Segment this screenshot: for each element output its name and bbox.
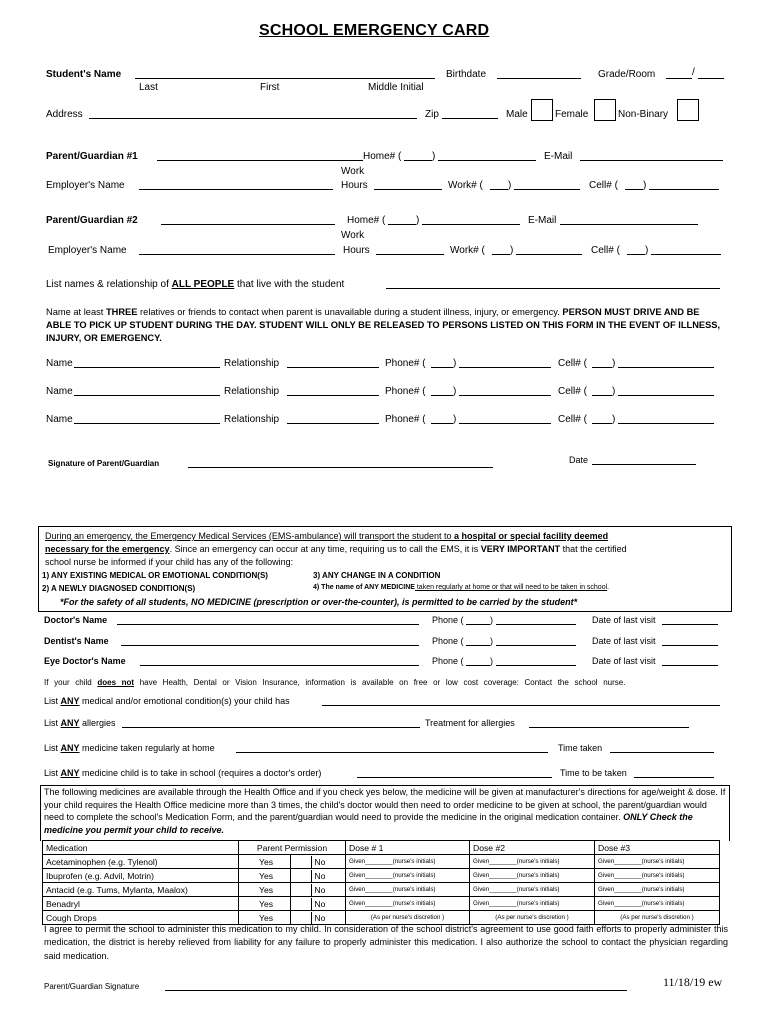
female-checkbox[interactable]: [594, 99, 616, 121]
contact-1-cell-number[interactable]: [618, 358, 714, 368]
page-title: SCHOOL EMERGENCY CARD: [259, 22, 490, 39]
permission-no[interactable]: No: [291, 897, 346, 911]
eye-doctor-phone-area[interactable]: [466, 656, 490, 666]
live-with-field[interactable]: [386, 279, 720, 289]
allergy-treatment-field[interactable]: [529, 718, 689, 728]
permission-yes[interactable]: Yes: [239, 883, 291, 897]
contact-1-phone-area[interactable]: [431, 358, 453, 368]
guardian2-workno-label: Work# (: [450, 245, 485, 256]
address-field[interactable]: [89, 109, 417, 119]
medication-name: Antacid (e.g. Tums, Mylanta, Maalox): [43, 883, 239, 897]
school-medicine-time-label: Time to be taken: [560, 768, 627, 778]
eye-doctor-last-visit-label: Date of last visit: [592, 656, 656, 666]
home-medicine-time-field[interactable]: [610, 743, 714, 753]
permission-no[interactable]: No: [291, 855, 346, 869]
medication-name: Benadryl: [43, 897, 239, 911]
dentist-phone-number[interactable]: [496, 636, 576, 646]
guardian1-employer-label: Employer's Name: [46, 180, 125, 191]
school-medicine-time-field[interactable]: [634, 768, 714, 778]
no-medicine-notice: *For the safety of all students, NO MEDICINE (prescription or over-the-counter), is permitted to be carried by the student*: [60, 597, 578, 607]
doctor-phone-area[interactable]: [466, 615, 490, 625]
header-medication: Medication: [43, 841, 239, 855]
contacts-instructions: Name at least THREE relatives or friends to contact when parent is unavailable during a student illness, injury, or emergency. PERSON MUST DRIVE AND BE ABLE TO PICK UP STUDENT DURING THE DAY. STUDENT WILL ONLY BE RELEASED TO PERSONS LISTED ON THIS FORM IN THE EVENT OF ILLNESS, INJURY, OR EMERGENCY.: [46, 307, 721, 343]
table-row: [43, 869, 720, 883]
contact-3-phone-number[interactable]: [459, 414, 551, 424]
header-dose-2: Dose #2: [470, 841, 595, 855]
allergy-treatment-label: Treatment for allergies: [425, 718, 515, 728]
table-row: [43, 883, 720, 897]
permission-yes[interactable]: Yes: [239, 869, 291, 883]
home-medicine-field[interactable]: [236, 743, 548, 753]
dentist-name-field[interactable]: [121, 636, 419, 646]
permission-yes[interactable]: Yes: [239, 855, 291, 869]
live-with-label: List names & relationship of ALL PEOPLE that live with the student: [46, 279, 345, 290]
zip-label: Zip: [425, 109, 439, 120]
doctor-name-label: Doctor's Name: [44, 615, 108, 625]
contact-2-phone-label: Phone# (: [385, 386, 426, 397]
contact-2-relationship-label: Relationship: [224, 386, 280, 397]
contact-2-cell-label: Cell# (: [558, 386, 587, 397]
contact-3-name-label: Name: [46, 414, 73, 425]
contact-1-cell-area[interactable]: [592, 358, 612, 368]
guardian2-email-field[interactable]: [560, 215, 698, 225]
doctor-phone-number[interactable]: [496, 615, 576, 625]
guardian1-employer-field[interactable]: [139, 180, 333, 190]
guardian2-hours-label: Hours: [343, 245, 370, 256]
conditions-field[interactable]: [322, 696, 720, 706]
guardian2-hours-field[interactable]: [376, 245, 444, 255]
guardian-signature-label: Signature of Parent/Guardian: [48, 459, 160, 468]
dentist-last-visit-field[interactable]: [662, 636, 718, 646]
dose-3-given[interactable]: Given________(nurse's initials): [595, 883, 720, 897]
birthdate-label: Birthdate: [446, 69, 487, 80]
guardian1-cell-area[interactable]: [625, 180, 643, 190]
dose-2-given[interactable]: Given________(nurse's initials): [470, 883, 595, 897]
contact-1-phone-number[interactable]: [459, 358, 551, 368]
medicine-notice-text: The following medicines are available through the Health Office and if you check yes below, the medicine will be given at manufacturer's directions for age/weight & dose. If your child requires the Health Office medicine more than 3 times, the child's doctor would then need to order medicine to be given at school, the parent/guardian would need to complete the school's Medication Form, and the parent/guardian would need to provide the medicine in the original medication container. ONLY Check the medicine you permit your child to receive.: [44, 787, 726, 835]
ems-item-1: 1) ANY EXISTING MEDICAL OR EMOTIONAL CONDITION(S): [42, 571, 268, 580]
ems-item-4: 4) The name of ANY MEDICINE taken regularly at home or that will need to be taken in school.: [313, 584, 610, 591]
agreement-text: I agree to permit the school to administer this medication to my child. In consideration of the school district's agreement to use good faith efforts to properly administer this medication, the district is hereby relieved from liability for any failure to properly administer this medication. I also authorize the school to contact the physician regarding said medication.: [44, 924, 728, 961]
dose-2-given[interactable]: Given________(nurse's initials): [470, 869, 595, 883]
form-version-code: 11/18/19 ew: [663, 975, 723, 989]
table-row: [43, 897, 720, 911]
footer-signature-field[interactable]: [165, 982, 627, 991]
home-medicine-time-label: Time taken: [558, 743, 603, 753]
eye-doctor-last-visit-field[interactable]: [662, 656, 718, 666]
guardian2-work-label: Work: [341, 230, 365, 241]
grade-room-label: Grade/Room: [598, 69, 656, 80]
guardian2-cell-label: Cell# (: [591, 245, 620, 256]
dentist-phone-label: Phone (: [432, 636, 464, 646]
contact-1-name-label: Name: [46, 358, 73, 369]
guardian2-employer-label: Employer's Name: [48, 245, 127, 256]
footer-signature-label: Parent/Guardian Signature: [44, 982, 140, 991]
guardian2-label: Parent/Guardian #2: [46, 215, 138, 226]
contact-2-name-field[interactable]: [74, 386, 220, 396]
guardian1-home-area[interactable]: [404, 151, 432, 161]
guardian-signature-field[interactable]: [188, 459, 493, 468]
dose-3-given[interactable]: Given________(nurse's initials): [595, 897, 720, 911]
dose-2-given[interactable]: Given________(nurse's initials): [470, 855, 595, 869]
conditions-label: List ANY medical and/or emotional condition(s) your child has: [44, 696, 290, 706]
guardian2-work-number[interactable]: [516, 245, 582, 255]
female-label: Female: [555, 109, 589, 120]
contact-1-relationship-label: Relationship: [224, 358, 280, 369]
permission-yes[interactable]: Yes: [239, 897, 291, 911]
header-dose-1: Dose # 1: [346, 841, 470, 855]
contact-1-relationship-field[interactable]: [287, 358, 379, 368]
insurance-notice: If your child does not have Health, Dental or Vision Insurance, information is available on free or low cost coverage: Contact the school nurse.: [44, 678, 626, 687]
male-label: Male: [506, 109, 528, 120]
school-medicine-field[interactable]: [357, 768, 552, 778]
dose-2-discretion: (As per nurse's discretion ): [470, 911, 595, 925]
contact-3-relationship-field[interactable]: [287, 414, 379, 424]
school-medicine-label: List ANY medicine child is to take in school (requires a doctor's order): [44, 768, 322, 778]
guardian1-work-area[interactable]: [490, 180, 508, 190]
guardian2-cell-number[interactable]: [651, 245, 721, 255]
doctor-phone-label: Phone (: [432, 615, 464, 625]
permission-no[interactable]: No: [291, 883, 346, 897]
guardian1-home-number[interactable]: [438, 151, 536, 161]
zip-field[interactable]: [442, 109, 498, 119]
grade-field[interactable]: [666, 69, 692, 79]
permission-no[interactable]: No: [291, 911, 346, 925]
dentist-last-visit-label: Date of last visit: [592, 636, 656, 646]
medication-name: Acetaminophen (e.g. Tylenol): [43, 855, 239, 869]
contact-2-phone-area[interactable]: [431, 386, 453, 396]
doctor-last-visit-field[interactable]: [662, 615, 718, 625]
medication-table-header: [43, 841, 720, 855]
last-name-caption: Last: [139, 82, 158, 93]
guardian2-employer-field[interactable]: [139, 245, 335, 255]
contact-1-cell-label: Cell# (: [558, 358, 587, 369]
dose-1-given[interactable]: Given________(nurse's initials): [346, 883, 470, 897]
dose-3-given[interactable]: Given________(nurse's initials): [595, 855, 720, 869]
permission-yes[interactable]: Yes: [239, 911, 291, 925]
guardian1-cell-number[interactable]: [649, 180, 719, 190]
table-row: [43, 855, 720, 869]
medication-table: [42, 840, 720, 925]
guardian2-name-field[interactable]: [161, 215, 335, 225]
permission-no[interactable]: No: [291, 869, 346, 883]
eye-doctor-name-field[interactable]: [140, 656, 419, 666]
student-name-label: Student's Name: [46, 69, 122, 80]
dose-1-given[interactable]: Given________(nurse's initials): [346, 869, 470, 883]
ems-item-3: 3) ANY CHANGE IN A CONDITION: [313, 571, 441, 580]
medication-name: Ibuprofen (e.g. Advil, Motrin): [43, 869, 239, 883]
home-medicine-label: List ANY medicine taken regularly at home: [44, 743, 215, 753]
header-parent-permission: Parent Permission: [239, 841, 346, 855]
guardian2-email-label: E-Mail: [528, 215, 557, 226]
dentist-name-label: Dentist's Name: [44, 636, 109, 646]
allergies-label: List ANY allergies: [44, 718, 116, 728]
guardian1-workno-label: Work# (: [448, 180, 483, 191]
eye-doctor-phone-number[interactable]: [496, 656, 576, 666]
contact-3-cell-number[interactable]: [618, 414, 714, 424]
dose-1-given[interactable]: Given________(nurse's initials): [346, 855, 470, 869]
guardian1-work-number[interactable]: [514, 180, 580, 190]
contact-3-name-field[interactable]: [74, 414, 220, 424]
allergies-field[interactable]: [122, 718, 420, 728]
doctor-name-field[interactable]: [117, 615, 419, 625]
medication-name: Cough Drops: [43, 911, 239, 925]
first-name-caption: First: [260, 82, 280, 93]
guardian2-home-number[interactable]: [422, 215, 520, 225]
header-dose-3: Dose #3: [595, 841, 720, 855]
guardian1-email-field[interactable]: [580, 151, 723, 161]
dose-1-given[interactable]: Given________(nurse's initials): [346, 897, 470, 911]
eye-doctor-name-label: Eye Doctor's Name: [44, 656, 126, 666]
address-label: Address: [46, 109, 83, 120]
guardian1-cell-label: Cell# (: [589, 180, 618, 191]
guardian2-home-area[interactable]: [388, 215, 416, 225]
contact-2-cell-number[interactable]: [618, 386, 714, 396]
contact-3-phone-label: Phone# (: [385, 414, 426, 425]
guardian2-cell-area[interactable]: [627, 245, 645, 255]
middle-initial-caption: Middle Initial: [368, 82, 424, 93]
ems-item-2: 2) A NEWLY DIAGNOSED CONDITION(S): [42, 584, 196, 593]
contact-1-phone-label: Phone# (: [385, 358, 426, 369]
guardian1-work-label: Work: [341, 166, 365, 177]
dose-3-given[interactable]: Given________(nurse's initials): [595, 869, 720, 883]
male-checkbox[interactable]: [531, 99, 553, 121]
nonbinary-label: Non-Binary: [618, 109, 669, 120]
signature-date-label: Date: [569, 455, 589, 465]
contact-2-name-label: Name: [46, 386, 73, 397]
ems-line-2: necessary for the emergency. Since an emergency can occur at any time, requiring us to call the EMS, it is VERY IMPORTANT that the certified: [45, 544, 627, 554]
contact-3-cell-label: Cell# (: [558, 414, 587, 425]
contact-2-cell-area[interactable]: [592, 386, 612, 396]
guardian1-home-label: Home# (: [363, 151, 402, 162]
contact-3-relationship-label: Relationship: [224, 414, 280, 425]
ems-line-3: school nurse be informed if your child has any of the following:: [45, 557, 294, 567]
guardian2-home-label: Home# (: [347, 215, 386, 226]
ems-line-1: During an emergency, the Emergency Medical Services (EMS-ambulance) will transport the student to a hospital or special facility deemed: [45, 531, 609, 541]
guardian1-hours-label: Hours: [341, 180, 368, 191]
contact-3-cell-area[interactable]: [592, 414, 612, 424]
student-name-field[interactable]: [135, 69, 435, 79]
contact-1-name-field[interactable]: [74, 358, 220, 368]
contact-2-relationship-field[interactable]: [287, 386, 379, 396]
dentist-phone-area[interactable]: [466, 636, 490, 646]
eye-doctor-phone-label: Phone (: [432, 656, 464, 666]
contact-2-phone-number[interactable]: [459, 386, 551, 396]
guardian1-hours-field[interactable]: [374, 180, 442, 190]
guardian2-work-area[interactable]: [492, 245, 510, 255]
doctor-last-visit-label: Date of last visit: [592, 615, 656, 625]
room-field[interactable]: [698, 69, 724, 79]
emergency-card-page: SCHOOL EMERGENCY CARD Student's Name Birthdate Grade/Room / Last First Middle Initial Address Zip Male Female Non-Binary Parent/Guardian #1 Home# ( ) E-Mail Work Employer's Name Hours Work# ( ) Cell# ( ) Parent/Guardian #2 Home# ( ) E-Mail Work Employer's Name Hours Work# ( ) Cell# ( ) List names & relationship of ALL PEOPLE that live with the student Name at least THREE relatives or friends to contact when parent is unavailable during a student illness, injury, or emergency. PERSON MUST DRIVE AND BE ABLE TO PICK UP STUDENT DURING THE DAY. STUDENT WILL ONLY BE RELEASED TO PERSONS LISTED ON THIS FORM IN THE EVENT OF ILLNESS, INJURY, OR EMERGENCY. Name Relationship Phone# ( ) Cell# ( ) Name Relationship Phone# ( ) Cell# ( ) Name Relationship Phone# ( ) Cell# ( ) Signature of Parent/Guardian Date During an emergency, the Emergency Medical Services (EMS-ambulance) will transport the student to a hospital or special facility deemed necessary for the emergency. Since an emergency can occur at any time, requiring us to call the EMS, it is VERY IMPORTANT that the certified school nurse be informed if your child has any of the following: 1) ANY EXISTING MEDICAL OR EMOTIONAL CONDITION(S) 3) ANY CHANGE IN A CONDITION 2) A NEWLY DIAGNOSED CONDITION(S) 4) The name of ANY MEDICINE taken regularly at home or that will need to be taken in school. *For the safety of all students, NO MEDICINE (prescription or over-the-counter), is permitted to be carried by the student* Doctor's Name Phone ( ) Date of last visit Dentist's Name Phone ( ) Date of last visit Eye Doctor's Name Phone ( ) Date of last visit If your child does not have Health, Dental or Vision Insurance, information is available on free or low cost coverage: Contact the school nurse. List ANY medical and/or emotional condition(s) your child has List ANY allergies Treatment for allergies List ANY medicine taken regularly at home Time taken List ANY medicine child is to take in school (requires a doctor's order) Time to be taken The following medicines are available through the Health Office and if you check yes below, the medicine will be given at manufacturer's directions for age/weight & dose. If your child requires the Health Office medicine more than 3 times, the child's doctor would then need to order medicine to be given at school, the parent/guardian would need to complete the school's Medication Form, and the parent/guardian would need to provide the medicine in the original medication container. ONLY Check the medicine you permit your child to receive. Medication Parent Permission Dose # 1 Dose #2 Dose #3 Acetaminophen (e.g. Tylenol) Yes No Given________(nurse's initials) Given________(nurse's initials) Given________(nurse's initials) Ibuprofen (e.g. Advil, Motrin) Yes No Given________(nurse's initials) Given________(nurse's initials) Given________(nurse's initials) Antacid (e.g. Tums, Mylanta, Maalox) Yes No Given________(nurse's initials) Given________(nurse's initials) Given________(nurse's initials) Benadryl Yes No Given________(nurse's initials) Given________(nurse's initials) Given________(nurse's initials) Cough Drops Yes No (As per nurse's discretion ) (As per nurse's discretion ) (As per nurse's discretion ) I agree to permit the school to administer this medication to my child. In consideration of the school district's agreement to use good faith efforts to properly administer this medication, the district is hereby relieved from liability for any failure to properly administer this medication. I also authorize the school to contact the physician regarding said medication. Parent/Guardian Signature 11/18/19 ew: [0, 0, 770, 1024]
dose-1-discretion: (As per nurse's discretion ): [346, 911, 470, 925]
signature-date-field[interactable]: [592, 455, 696, 465]
dose-2-given[interactable]: Given________(nurse's initials): [470, 897, 595, 911]
birthdate-field[interactable]: [497, 69, 581, 79]
guardian1-name-field[interactable]: [157, 151, 363, 161]
guardian1-label: Parent/Guardian #1: [46, 151, 138, 162]
contact-3-phone-area[interactable]: [431, 414, 453, 424]
dose-3-discretion: (As per nurse's discretion ): [595, 911, 720, 925]
nonbinary-checkbox[interactable]: [677, 99, 699, 121]
guardian1-email-label: E-Mail: [544, 151, 573, 162]
